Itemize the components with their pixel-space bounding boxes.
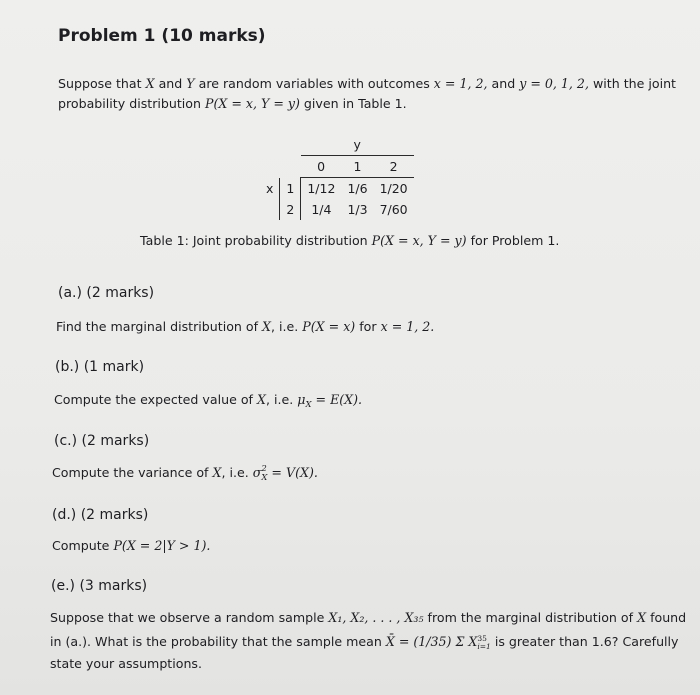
part-text: , i.e. xyxy=(221,465,249,480)
table-cell: 1/20 xyxy=(379,181,408,196)
y-value: 1 xyxy=(341,156,373,178)
part-text: Compute the expected value of xyxy=(54,392,253,407)
var-x: X xyxy=(145,76,155,91)
var-x: X xyxy=(262,319,272,334)
part-b-text xyxy=(54,392,362,410)
part-text: Find the marginal distribution of xyxy=(56,319,259,334)
y-value: 0 xyxy=(301,156,342,178)
joint-distribution-table xyxy=(260,134,414,220)
table-cell: 1/3 xyxy=(347,202,368,217)
sample-expr: X₁, X₂, . . . , X₃₅ xyxy=(328,610,424,625)
mu-subscript: X xyxy=(305,400,312,410)
table-row xyxy=(260,199,414,220)
intro-text: probability distribution xyxy=(58,96,201,111)
math-expr: x = 1, 2. xyxy=(380,319,435,334)
problem-title: Problem 1 (10 marks) xyxy=(58,26,266,46)
sample-mean-expr: X̄ = (1/35) Σ X xyxy=(385,634,478,649)
sigma-symbol: σ xyxy=(252,465,262,480)
intro-text: and xyxy=(491,76,516,91)
part-c-text xyxy=(52,465,318,482)
sum-lower: i=1 xyxy=(477,641,491,651)
sigma-subscript: X xyxy=(261,472,268,483)
var-x: X xyxy=(637,610,647,625)
part-text: from the marginal distribution of xyxy=(427,610,634,625)
var-x: X xyxy=(257,392,266,407)
part-text: found xyxy=(650,610,687,625)
part-e-line-2 xyxy=(50,634,679,650)
y-outcomes: y = 0, 1, 2, xyxy=(519,76,589,91)
table-cell: 1/4 xyxy=(301,199,342,220)
x-value: 2 xyxy=(280,199,301,220)
math-expr: = E(X). xyxy=(315,392,363,407)
x-label: x xyxy=(266,180,274,196)
table-cell: 1/12 xyxy=(301,178,342,200)
x-value: 1 xyxy=(280,178,301,200)
part-a-text xyxy=(56,319,434,334)
table-cell: 1/6 xyxy=(347,181,368,196)
math-expr: P(X = x) xyxy=(302,319,356,334)
part-text: Compute xyxy=(52,538,110,553)
mu-symbol: μ xyxy=(297,392,306,407)
x-outcomes: x = 1, 2, xyxy=(433,76,488,91)
intro-line-2 xyxy=(58,96,407,111)
part-c-heading: (c.) (2 marks) xyxy=(54,433,150,449)
part-b-heading: (b.) (1 mark) xyxy=(55,359,145,375)
caption-text: Table 1: Joint probability distribution xyxy=(140,233,368,248)
intro-text: given in Table 1. xyxy=(303,96,407,111)
sum-upper: 35 xyxy=(477,634,487,643)
part-e-heading: (e.) (3 marks) xyxy=(51,578,148,594)
part-text: , i.e. xyxy=(265,392,294,407)
part-text: Compute the variance of xyxy=(52,465,209,480)
math-expr: = V(X). xyxy=(271,465,318,480)
part-d-heading: (d.) (2 marks) xyxy=(52,507,149,523)
caption-math: P(X = x, Y = y) xyxy=(371,233,467,248)
part-e-line-1 xyxy=(50,610,686,625)
part-text: for xyxy=(359,319,377,334)
intro-line-1 xyxy=(58,76,676,91)
part-a-heading: (a.) (2 marks) xyxy=(58,285,155,301)
part-text: Suppose that we observe a random sample xyxy=(50,610,325,625)
part-d-text xyxy=(52,538,210,553)
intro-text: and xyxy=(158,76,183,91)
intro-text: Suppose that xyxy=(58,76,142,91)
var-y: Y xyxy=(186,76,195,91)
intro-text: with the joint xyxy=(592,76,676,91)
math-expr: P(X = 2|Y > 1). xyxy=(113,538,211,553)
table-cell: 7/60 xyxy=(379,202,408,217)
sigma-superscript: 2 xyxy=(261,464,267,474)
part-e-line-3: state your assumptions. xyxy=(50,656,202,671)
table-caption xyxy=(140,233,559,248)
part-text: is greater than 1.6? Carefully xyxy=(494,634,679,649)
y-value: 2 xyxy=(374,156,414,178)
part-text: , i.e. xyxy=(271,319,299,334)
intro-text: are random variables with outcomes xyxy=(198,76,430,91)
table-row xyxy=(260,178,414,200)
y-label: y xyxy=(301,134,414,156)
caption-text: for Problem 1. xyxy=(470,233,560,248)
var-x: X xyxy=(212,465,222,480)
joint-prob-expr: P(X = x, Y = y) xyxy=(204,96,300,111)
part-text: in (a.). What is the probability that the sample mean xyxy=(50,634,382,649)
